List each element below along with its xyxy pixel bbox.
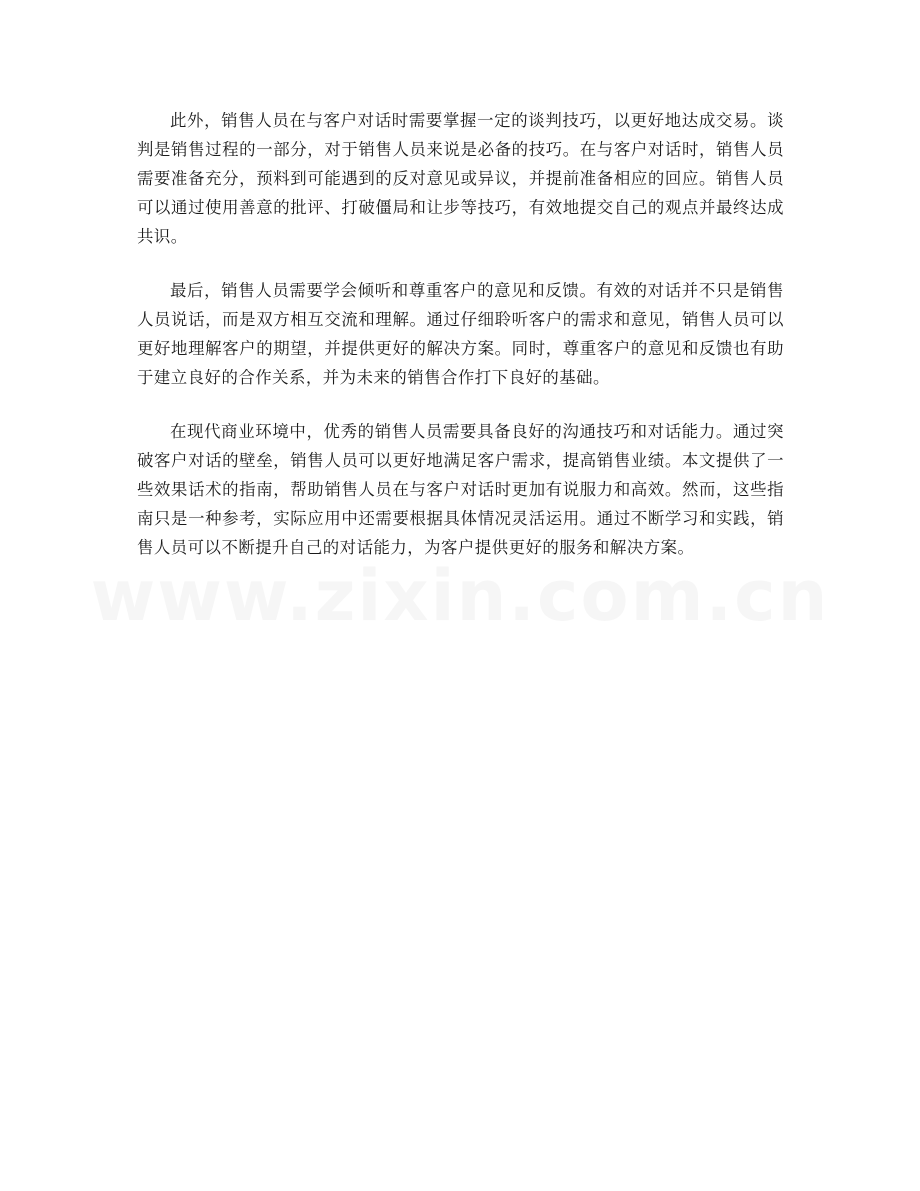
watermark: www.zixin.com.cn	[90, 555, 830, 637]
paragraph-conclusion: 在现代商业环境中，优秀的销售人员需要具备良好的沟通技巧和对话能力。通过突破客户对话的壁垒，销售人员可以更好地满足客户需求，提高销售业绩。本文提供了一些效果话术的指南，帮助销售人员在与客户对话时更加有说服力和高效。然而，这些指南只是一种参考，实际应用中还需要根据具体情况灵活运用。通过不断学习和实践，销售人员可以不断提升自己的对话能力，为客户提供更好的服务和解决方案。	[137, 422, 784, 557]
paragraph-listening: 最后，销售人员需要学会倾听和尊重客户的意见和反馈。有效的对话并不只是销售人员说话，而是双方相互交流和理解。通过仔细聆听客户的需求和意见，销售人员可以更好地理解客户的期望，并提供更好的解决方案。同时，尊重客户的意见和反馈也有助于建立良好的合作关系，并为未来的销售合作打下良好的基础。	[137, 281, 784, 387]
paragraph-negotiation: 此外，销售人员在与客户对话时需要掌握一定的谈判技巧，以更好地达成交易。谈判是销售过程的一部分，对于销售人员来说是必备的技巧。在与客户对话时，销售人员需要准备充分，预料到可能遇到的反对意见或异议，并提前准备相应的回应。销售人员可以通过使用善意的批评、打破僵局和让步等技巧，有效地提交自己的观点并最终达成共识。	[137, 111, 784, 246]
document-body	[137, 106, 784, 587]
